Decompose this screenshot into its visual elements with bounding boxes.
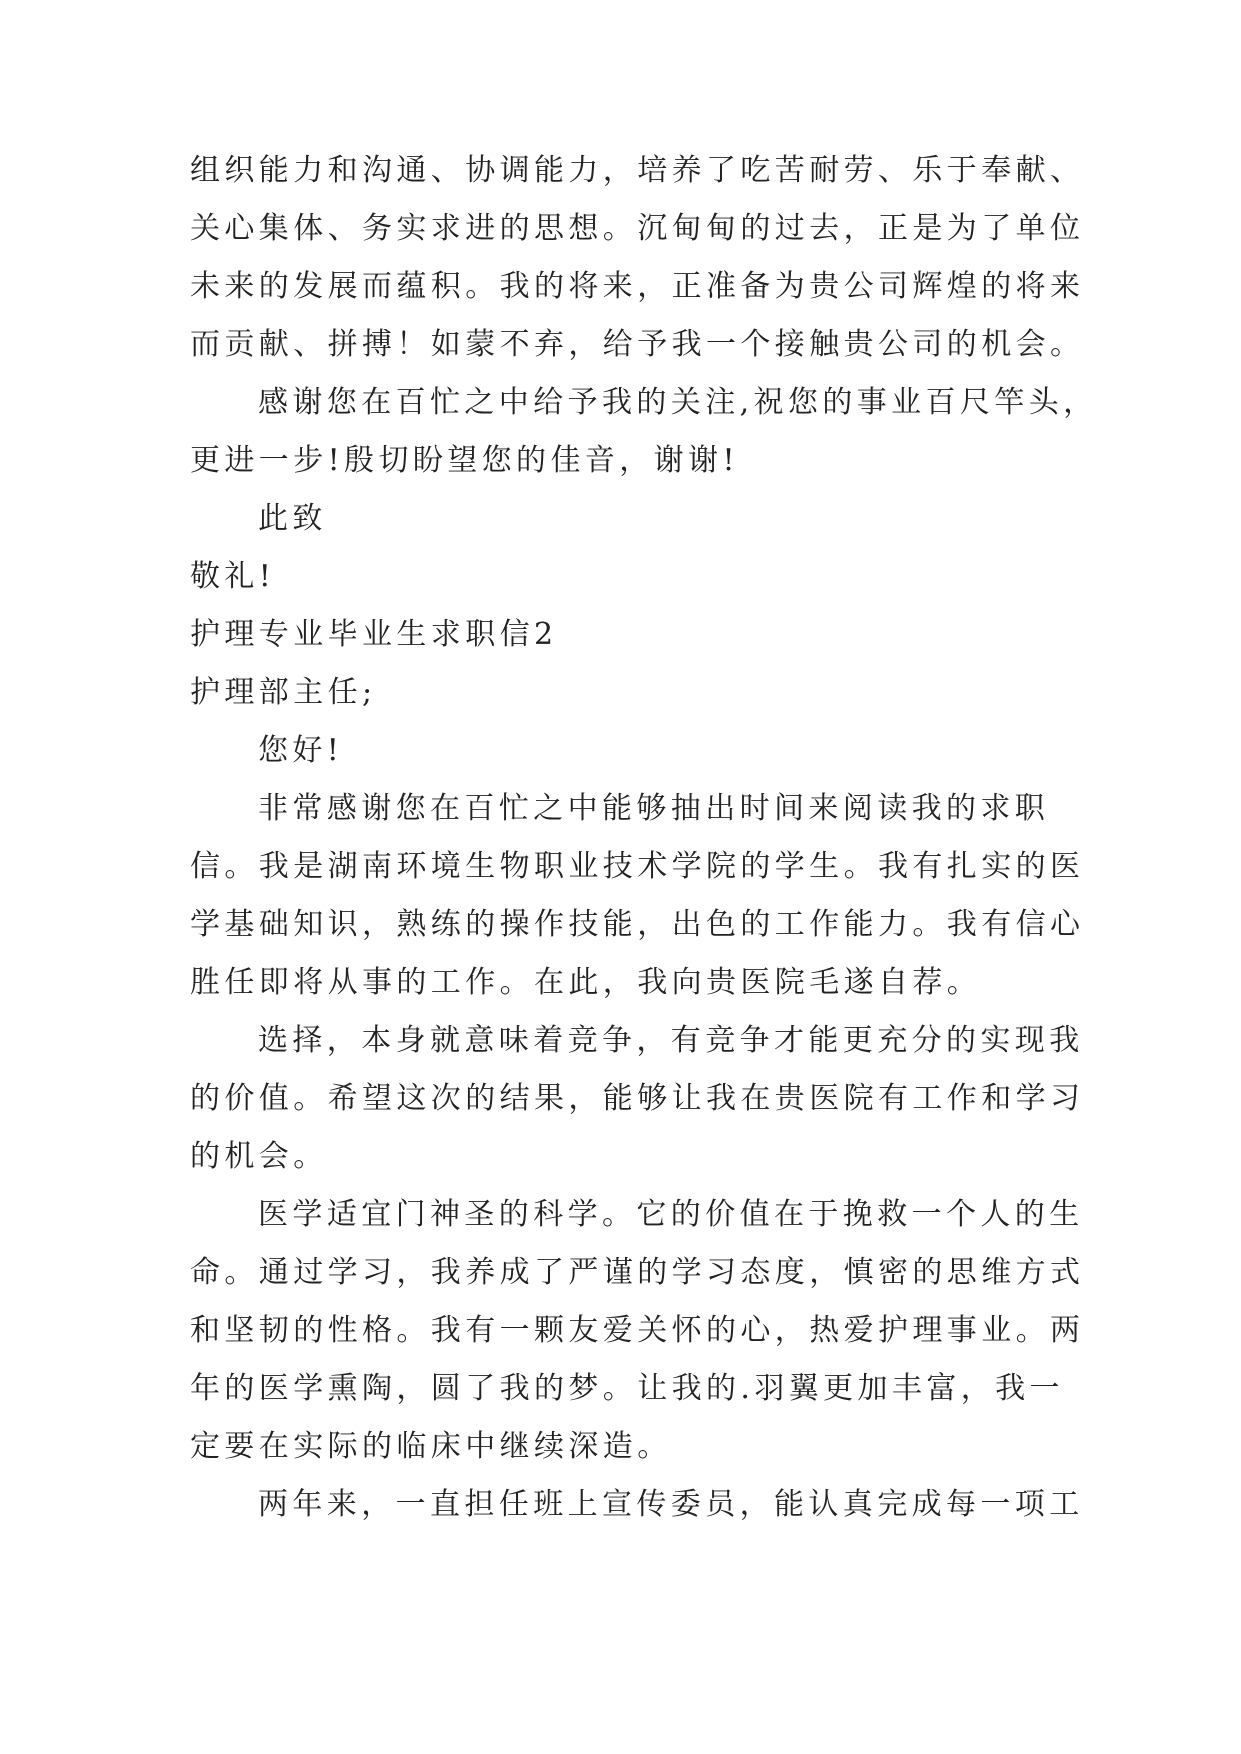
text-line: 未来的发展而蕴积。我的将来，正准备为贵公司辉煌的将来 <box>190 269 1085 304</box>
text-line: 敬礼! <box>190 559 276 594</box>
text-line: 命。通过学习，我养成了严谨的学习态度，慎密的思维方式 <box>190 1255 1085 1290</box>
text-line: 此致 <box>258 501 327 536</box>
text-line: 两年来，一直担任班上宣传委员，能认真完成每一项工 <box>258 1487 1084 1522</box>
text-line: 您好! <box>258 733 344 768</box>
text-line: 关心集体、务实求进的思想。沉甸甸的过去，正是为了单位 <box>190 211 1085 246</box>
text-line: 更进一步!殷切盼望您的佳音，谢谢! <box>190 443 739 478</box>
text-line: 的价值。希望这次的结果，能够让我在贵医院有工作和学习 <box>190 1081 1085 1116</box>
text-line: 非常感谢您在百忙之中能够抽出时间来阅读我的求职 <box>258 791 1050 826</box>
text-line: 定要在实际的临床中继续深造。 <box>190 1429 672 1464</box>
text-line: 组织能力和沟通、协调能力，培养了吃苦耐劳、乐于奉献、 <box>190 153 1085 188</box>
text-line: 医学适宜门神圣的科学。它的价值在于挽救一个人的生 <box>258 1197 1084 1232</box>
text-line: 学基础知识，熟练的操作技能，出色的工作能力。我有信心 <box>190 907 1085 942</box>
text-line: 的机会。 <box>190 1139 328 1174</box>
text-line: 护理部主任; <box>190 675 377 710</box>
text-line: 信。我是湖南环境生物职业技术学院的学生。我有扎实的医 <box>190 849 1085 884</box>
text-line: 选择，本身就意味着竞争，有竞争才能更充分的实现我 <box>258 1023 1084 1058</box>
section-title: 护理专业毕业生求职信2 <box>190 617 558 652</box>
text-line: 年的医学熏陶，圆了我的梦。让我的.羽翼更加丰富，我一 <box>190 1371 1064 1406</box>
text-line: 和坚韧的性格。我有一颗友爱关怀的心，热爱护理事业。两 <box>190 1313 1085 1348</box>
text-line: 感谢您在百忙之中给予我的关注,祝您的事业百尺竿头， <box>258 385 1098 420</box>
text-line: 胜任即将从事的工作。在此，我向贵医院毛遂自荐。 <box>190 965 982 1000</box>
text-line: 而贡献、拼搏！如蒙不弃，给予我一个接触贵公司的机会。 <box>190 327 1085 362</box>
